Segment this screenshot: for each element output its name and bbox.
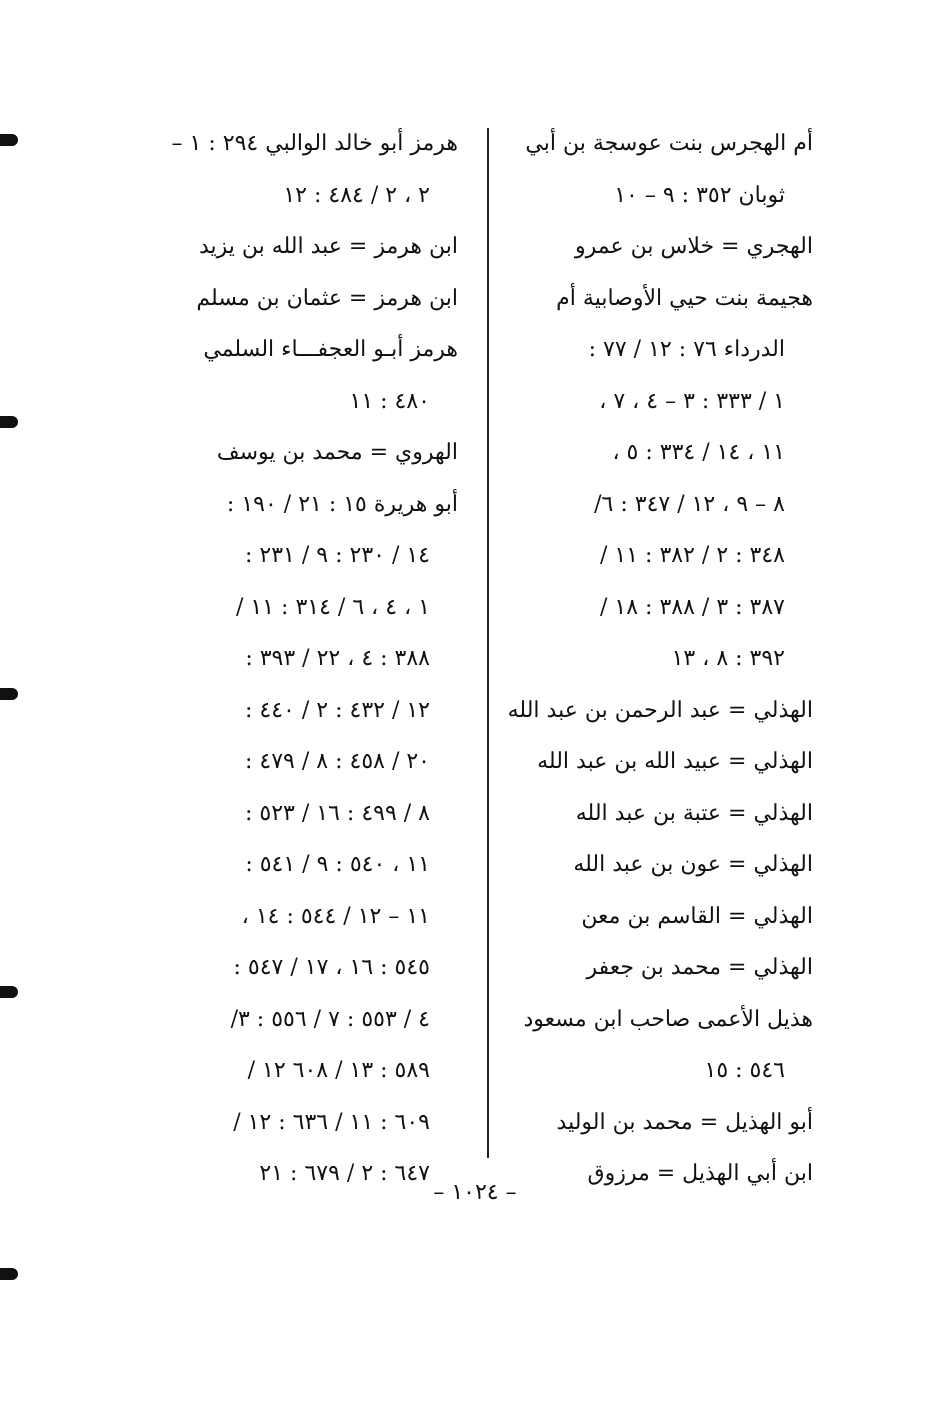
- index-entry-continuation: ١١ ، ١٤ / ٣٣٤ : ٥ ،: [612, 440, 785, 465]
- index-entry: ابن هرمز = عثمان بن مسلم: [196, 285, 458, 311]
- index-entry: ابن هرمز = عبد الله بن يزيد: [198, 234, 458, 259]
- index-entry: أم الهجرس بنت عوسجة بن أبي: [525, 131, 813, 156]
- index-entry-continuation: ٢٠ / ٤٥٨ : ٨ / ٤٧٩ :: [245, 749, 430, 774]
- index-entry: الهذلي = عبيد الله بن عبد الله: [537, 749, 813, 774]
- index-entry-continuation: ٣٩٢ : ٨ ، ١٣: [671, 646, 785, 671]
- page-number: – ١٠٢٤ –: [433, 1180, 517, 1205]
- index-entry-continuation: ١١ – ١٢ / ٥٤٤ : ١٤ ،: [241, 903, 430, 929]
- index-entry-continuation: ١٢ / ٤٣٢ : ٢ / ٤٤٠ :: [245, 697, 430, 723]
- index-entry: هرمز أبو خالد الوالبي ٢٩٤ : ١ –: [171, 131, 458, 156]
- binding-mark: [0, 416, 18, 428]
- index-entry-continuation: ٣٤٨ : ٢ / ٣٨٢ : ١١ /: [600, 543, 785, 568]
- index-entry: أبو الهذيل = محمد بن الوليد: [556, 1109, 813, 1135]
- index-entry-continuation: ٨ – ٩ ، ١٢ / ٣٤٧ : ٦/: [594, 491, 785, 517]
- index-entry: الهذلي = عون بن عبد الله: [573, 852, 813, 877]
- index-entry-continuation: ١ ، ٤ ، ٦ / ٣١٤ : ١١ /: [236, 594, 430, 620]
- index-entry-continuation: الدرداء ٧٦ : ١٢ / ٧٧ :: [588, 337, 785, 362]
- index-entry: هجيمة بنت حيي الأوصابية أم: [556, 285, 813, 311]
- index-entry: الهجري = خلاس بن عمرو: [575, 234, 813, 259]
- index-entry-continuation: ٥٤٦ : ١٥: [704, 1058, 785, 1083]
- index-entry-continuation: ٦٤٧ : ٢ / ٦٧٩ : ٢١: [259, 1161, 430, 1186]
- index-entry-continuation: ٤ / ٥٥٣ : ٧ / ٥٥٦ : ٣/: [230, 1006, 430, 1032]
- index-entry-continuation: ثوبان ٣٥٢ : ٩ – ١٠: [614, 182, 785, 208]
- index-entry-continuation: ٦٠٩ : ١١ / ٦٣٦ : ١٢ /: [233, 1109, 430, 1135]
- index-entry-continuation: ٣٨٨ : ٤ ، ٢٢ / ٣٩٣ :: [245, 646, 430, 671]
- index-entry: الهذلي = عتبة بن عبد الله: [575, 800, 813, 826]
- index-entry-continuation: ٤٨٠ : ١١: [349, 388, 430, 414]
- left-column: [158, 118, 458, 1200]
- index-entry-continuation: ٥٤٥ : ١٦ ، ١٧ / ٥٤٧ :: [233, 955, 430, 980]
- index-entry: الهذلي = محمد بن جعفر: [586, 955, 813, 980]
- index-entry: الهذلي = القاسم بن معن: [581, 903, 813, 929]
- column-divider: [487, 128, 489, 1158]
- index-entry-continuation: ١١ ، ٥٤٠ : ٩ / ٥٤١ :: [245, 852, 430, 877]
- index-entry-continuation: ٥٨٩ : ١٣ / ٦٠٨ ١٢ /: [247, 1058, 430, 1083]
- index-entry-continuation: ١٤ / ٢٣٠ : ٩ / ٢٣١ :: [245, 543, 430, 568]
- index-entry: ابن أبي الهذيل = مرزوق: [587, 1161, 813, 1186]
- index-entry: هذيل الأعمى صاحب ابن مسعود: [523, 1006, 813, 1032]
- index-entry: الهذلي = عبد الرحمن بن عبد الله: [507, 697, 813, 723]
- index-entry: الهروي = محمد بن يوسف: [216, 440, 458, 465]
- index-entry-continuation: ١ / ٣٣٣ : ٣ – ٤ ، ٧ ،: [599, 388, 785, 414]
- right-column: [508, 118, 813, 1200]
- index-entry-continuation: ٣٨٧ : ٣ / ٣٨٨ : ١٨ /: [600, 594, 785, 620]
- index-entry: أبو هريرة ١٥ : ٢١ / ١٩٠ :: [226, 491, 458, 517]
- binding-mark: [0, 688, 18, 700]
- binding-mark: [0, 134, 18, 146]
- binding-mark: [0, 986, 18, 998]
- index-entry-continuation: ٨ / ٤٩٩ : ١٦ / ٥٢٣ :: [245, 800, 430, 826]
- index-entry: هرمز أبـو العجفـــاء السلمي: [203, 337, 458, 362]
- binding-mark: [0, 1268, 18, 1280]
- index-entry-continuation: ٢ ، ٢ / ٤٨٤ : ١٢: [283, 182, 430, 208]
